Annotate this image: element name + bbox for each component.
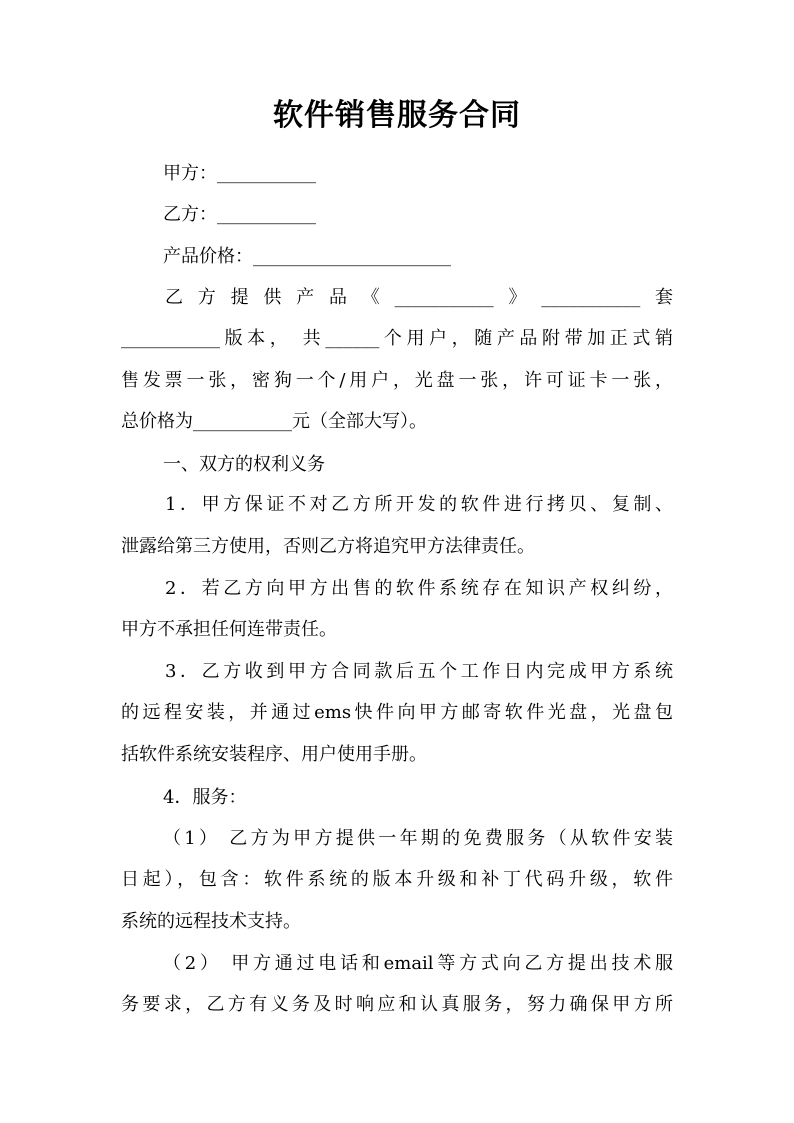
paragraph-line: 甲方不承担任何连带责任。 — [121, 619, 337, 640]
paragraph-line: 泄露给第三方使用，否则乙方将追究甲方法律责任。 — [121, 536, 535, 557]
paragraph-line: 日起），包含：软件系统的版本升级和补丁代码升级，软件 — [121, 869, 673, 890]
paragraph-line: 1．甲方保证不对乙方所开发的软件进行拷贝、复制、 — [165, 494, 673, 515]
paragraph-line: 系统的远程技术支持。 — [121, 911, 301, 932]
paragraph-line: 乙方提供产品《___________》___________套 — [165, 287, 673, 308]
paragraph-line: 的远程安装，并通过ems快件向甲方邮寄软件光盘，光盘包 — [121, 702, 673, 723]
paragraph-line: 售发票一张，密狗一个/用户，光盘一张，许可证卡一张， — [121, 370, 673, 391]
document-title: 软件销售服务合同 — [273, 98, 521, 133]
paragraph-line: （2） 甲方通过电话和email等方式向乙方提出技术服 — [163, 953, 673, 974]
paragraph-line: 总价格为___________元（全部大写）。 — [121, 411, 427, 432]
paragraph-line: （1） 乙方为甲方提供一年期的免费服务（从软件安装 — [163, 828, 673, 849]
service-heading: 4．服务： — [163, 787, 247, 808]
paragraph-line: ___________版本， 共______个用户，随产品附带加正式销 — [121, 328, 673, 349]
paragraph-line: 括软件系统安装程序、用户使用手册。 — [121, 744, 427, 765]
party-b-line: 乙方：___________ — [163, 204, 316, 225]
product-price-line: 产品价格：______________________ — [163, 246, 451, 267]
party-a-line: 甲方：___________ — [163, 163, 316, 184]
section-heading: 一、双方的权利义务 — [163, 454, 325, 475]
paragraph-line: 3．乙方收到甲方合同款后五个工作日内完成甲方系统 — [165, 661, 673, 682]
paragraph-line: 务要求，乙方有义务及时响应和认真服务，努力确保甲方所 — [121, 994, 673, 1015]
paragraph-line: 2．若乙方向甲方出售的软件系统存在知识产权纠纷， — [165, 578, 673, 599]
